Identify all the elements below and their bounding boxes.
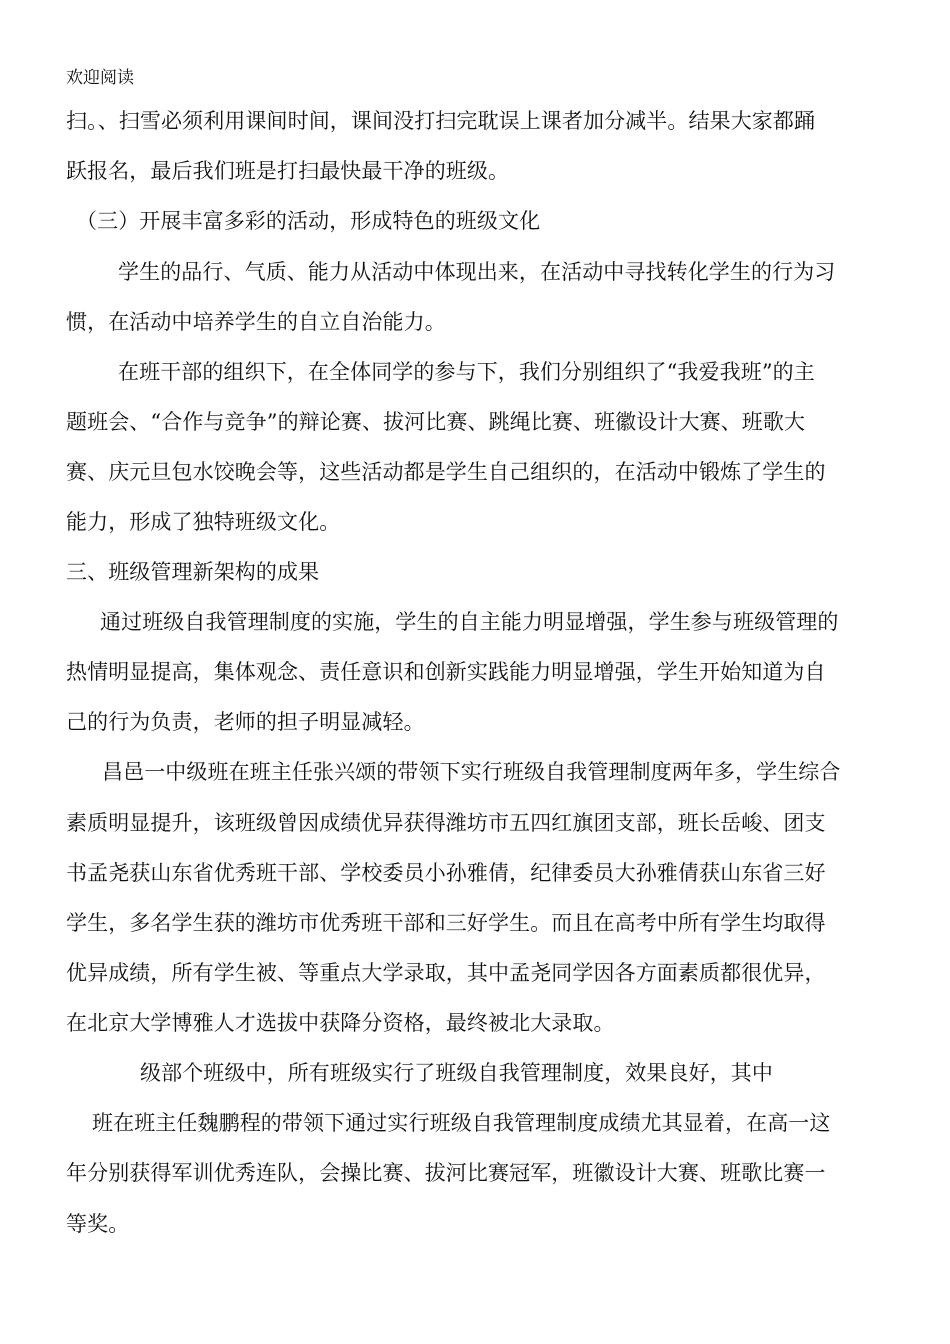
text-line: 能力，形成了独特班级文化。 xyxy=(66,510,341,534)
text-line: 扫。、扫雪必须利用课间时间，课间没打扫完耽误上课者加分减半。结果大家都踊 xyxy=(66,109,816,133)
text-line: 题班会、“合作与竞争”的辩论赛、拔河比赛、跳绳比赛、班徽设计大赛、班歌大 xyxy=(66,410,806,434)
text-line: 赛、庆元旦包水饺晚会等，这些活动都是学生自己组织的，在活动中锻炼了学生的 xyxy=(66,460,826,484)
section-heading: （三）开展丰富多彩的活动，形成特色的班级文化 xyxy=(76,209,541,233)
text-line: 书孟尧获山东省优秀班干部、学校委员小孙雅倩，纪律委员大孙雅倩获山东省三好 xyxy=(66,861,826,885)
page-header: 欢迎阅读 xyxy=(66,68,134,88)
section-heading: 三、班级管理新架构的成果 xyxy=(66,560,320,584)
text-line: 在北京大学博雅人才选拔中获降分资格，最终被北大录取。 xyxy=(66,1011,615,1035)
text-line: 在班干部的组织下，在全体同学的参与下，我们分别组织了“我爱我班”的主 xyxy=(118,360,815,384)
text-line: 学生的品行、气质、能力从活动中体现出来，在活动中寻找转化学生的行为习 xyxy=(118,260,836,284)
text-line: 昌邑一中级班在班主任张兴颂的带领下实行班级自我管理制度两年多，学生综合 xyxy=(102,760,841,784)
text-line: 学生，多名学生获的潍坊市优秀班干部和三好学生。而且在高考中所有学生均取得 xyxy=(66,911,826,935)
text-line: 班在班主任魏鹏程的带领下通过实行班级自我管理制度成绩尤其显着，在高一这 xyxy=(92,1111,831,1135)
text-line: 通过班级自我管理制度的实施，学生的自主能力明显增强，学生参与班级管理的 xyxy=(100,610,839,634)
text-line: 跃报名，最后我们班是打扫最快最干净的班级。 xyxy=(66,159,510,183)
text-line: 惯，在活动中培养学生的自立自治能力。 xyxy=(66,310,446,334)
text-line: 素质明显提升，该班级曾因成绩优异获得潍坊市五四红旗团支部，班长岳峻、团支 xyxy=(66,811,826,835)
text-line: 级部个班级中，所有班级实行了班级自我管理制度，效果良好，其中 xyxy=(140,1061,773,1085)
text-line: 己的行为负责，老师的担子明显减轻。 xyxy=(66,710,425,734)
text-line: 年分别获得军训优秀连队，会操比赛、拔河比赛冠军，班徽设计大赛、班歌比赛一 xyxy=(66,1161,826,1185)
text-line: 等奖。 xyxy=(66,1212,130,1236)
text-line: 热情明显提高，集体观念、责任意识和创新实践能力明显增强，学生开始知道为自 xyxy=(66,660,826,684)
text-line: 优异成绩，所有学生被、等重点大学录取，其中孟尧同学因各方面素质都很优异， xyxy=(66,961,826,985)
